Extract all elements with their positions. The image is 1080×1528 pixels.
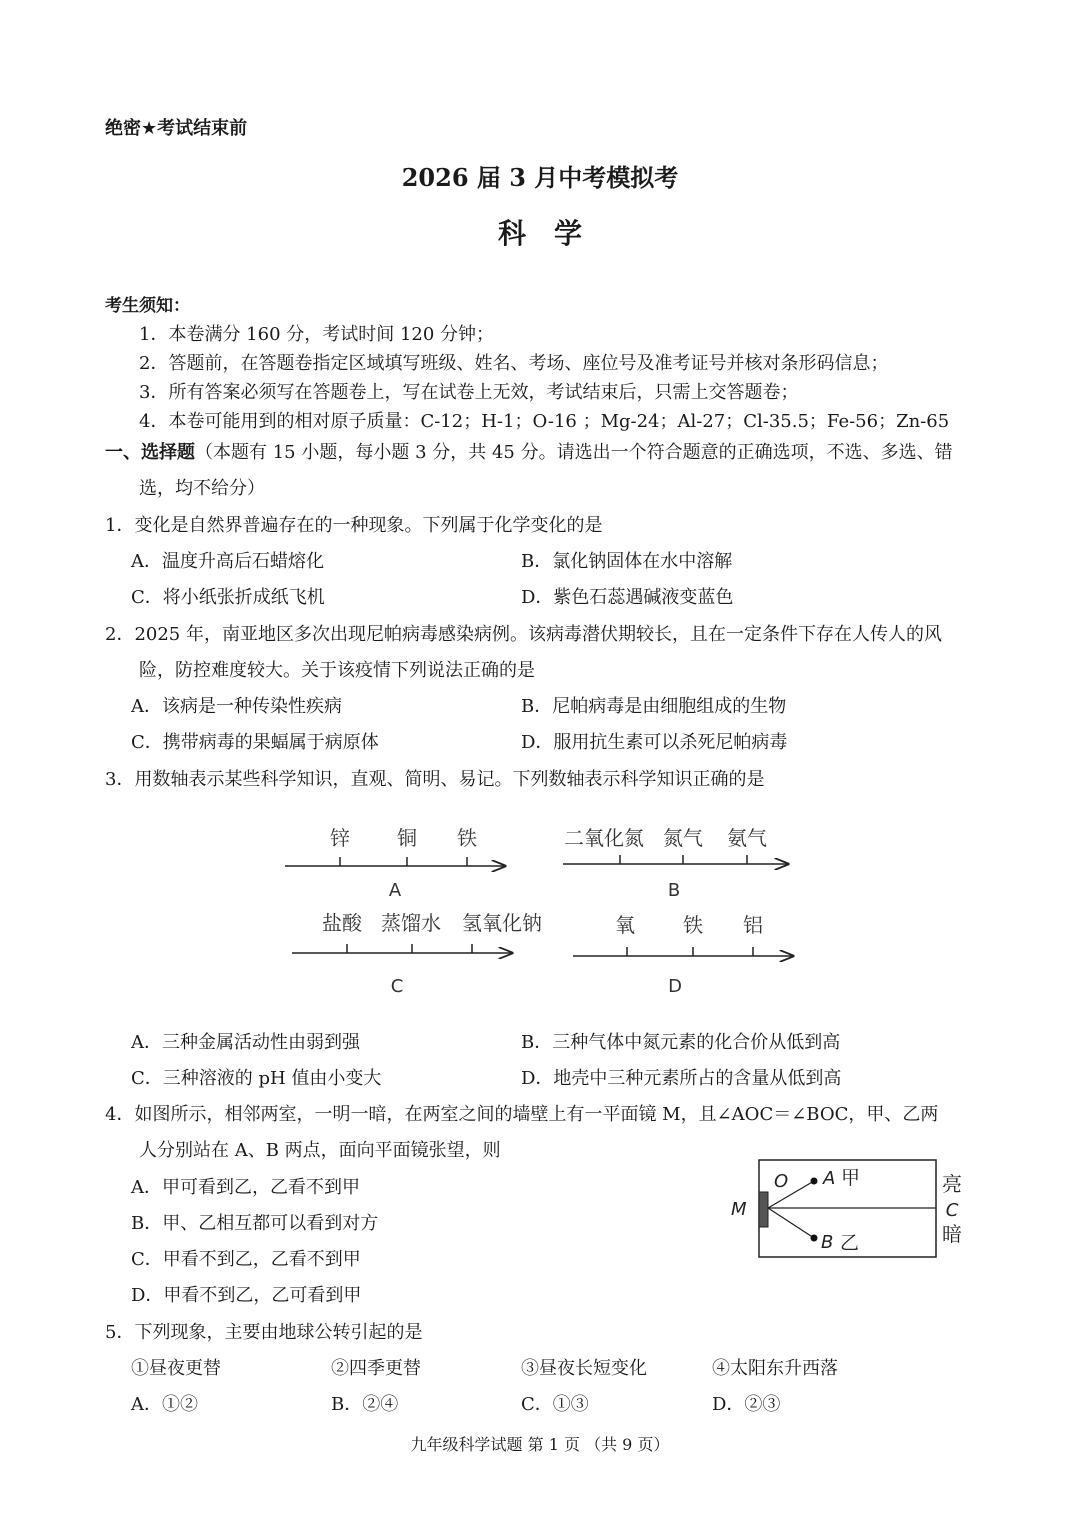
axis-b-label: 氮气 bbox=[663, 826, 703, 850]
notice-heading: 考生须知： bbox=[105, 296, 190, 316]
label-b: B bbox=[821, 1232, 834, 1253]
q2-option-d: D．服用抗生素可以杀死尼帕病毒 bbox=[521, 732, 788, 753]
axis-d-label: 铝 bbox=[743, 913, 763, 937]
notice-item: 3．所有答案必须写在答题卷上，写在试卷上无效，考试结束后，只需上交答题卷； bbox=[139, 382, 799, 403]
axis-d-caption: D bbox=[668, 976, 682, 997]
section-desc: （本题有 15 小题，每小题 3 分，共 45 分。请选出一个符合题意的正确选项，不选、多选、错 bbox=[195, 442, 953, 463]
number-line-d bbox=[573, 913, 793, 997]
q3-option-d: D．地壳中三种元素所占的含量从低到高 bbox=[521, 1068, 842, 1089]
q5-option-d: D．②③ bbox=[712, 1394, 781, 1415]
section-desc-cont: 选，均不给分） bbox=[139, 478, 265, 499]
notice-item: 1．本卷满分 160 分，考试时间 120 分钟； bbox=[139, 324, 495, 345]
q3-option-a: A．三种金属活动性由弱到强 bbox=[131, 1032, 360, 1053]
subject-title: 科学 bbox=[497, 217, 610, 250]
q5-option-c: C．①③ bbox=[521, 1394, 589, 1415]
label-dark: 暗 bbox=[942, 1222, 962, 1246]
q5-option-a: A．①② bbox=[131, 1394, 198, 1415]
q4-mirror-figure bbox=[731, 1160, 962, 1257]
axis-a-label: 铜 bbox=[397, 826, 417, 850]
axis-b-label: 氨气 bbox=[727, 826, 767, 850]
question-3-stem: 3．用数轴表示某些科学知识，直观、简明、易记。下列数轴表示科学知识正确的是 bbox=[105, 769, 765, 790]
question-2-stem-cont: 险，防控难度较大。关于该疫情下列说法正确的是 bbox=[139, 660, 535, 681]
axis-b-label: 二氧化氮 bbox=[564, 826, 644, 850]
label-o: O bbox=[774, 1171, 789, 1192]
number-line-b bbox=[563, 826, 788, 901]
axis-c-label: 盐酸 bbox=[322, 911, 362, 935]
label-bright: 亮 bbox=[942, 1172, 962, 1196]
q1-option-a: A．温度升高后石蜡熔化 bbox=[131, 551, 324, 572]
axis-a-caption: A bbox=[388, 880, 402, 901]
question-2-stem: 2．2025 年，南亚地区多次出现尼帕病毒感染病例。该病毒潜伏期较长，且在一定条件下存在人传人的风 bbox=[105, 624, 942, 645]
mirror-m bbox=[759, 1192, 768, 1227]
label-yi: 乙 bbox=[840, 1232, 860, 1254]
number-line-a bbox=[285, 826, 505, 901]
axis-a-label: 铁 bbox=[457, 826, 477, 850]
section-label: 一、选择题 bbox=[105, 442, 195, 463]
question-4-stem: 4．如图所示，相邻两室，一明一暗，在两室之间的墙壁上有一平面镜 M，且∠AOC＝∠BOC，甲、乙两 bbox=[105, 1104, 939, 1125]
axis-a-label: 锌 bbox=[330, 826, 350, 850]
q2-option-b: B．尼帕病毒是由细胞组成的生物 bbox=[521, 696, 787, 717]
axis-d-label: 铁 bbox=[683, 913, 703, 937]
q1-option-c: C．将小纸张折成纸飞机 bbox=[131, 587, 325, 608]
axis-d-label: 氧 bbox=[615, 913, 635, 937]
q2-option-c: C．携带病毒的果蝠属于病原体 bbox=[131, 732, 379, 753]
axis-b-caption: B bbox=[667, 880, 681, 901]
question-1-stem: 1．变化是自然界普遍存在的一种现象。下列属于化学变化的是 bbox=[105, 515, 603, 536]
q5-option-b: B．②④ bbox=[331, 1394, 399, 1415]
q4-option-d: D．甲看不到乙，乙可看到甲 bbox=[131, 1285, 362, 1306]
q5-item: ②四季更替 bbox=[331, 1358, 421, 1379]
label-c: C bbox=[945, 1200, 959, 1221]
page-footer: 九年级科学试题 第 1 页 （共 9 页） bbox=[410, 1435, 670, 1454]
confidential-label: 绝密★考试结束前 bbox=[105, 118, 248, 139]
q1-option-b: B．氯化钠固体在水中溶解 bbox=[521, 551, 733, 572]
q5-item: ③昼夜长短变化 bbox=[521, 1358, 647, 1379]
q3-option-c: C．三种溶液的 pH 值由小变大 bbox=[131, 1068, 382, 1089]
notice-item: 2．答题前，在答题卷指定区域填写班级、姓名、考场、座位号及准考证号并核对条形码信息； bbox=[139, 353, 889, 374]
label-m: M bbox=[731, 1199, 747, 1220]
q4-option-b: B．甲、乙相互都可以看到对方 bbox=[131, 1213, 379, 1234]
q3-option-b: B．三种气体中氮元素的化合价从低到高 bbox=[521, 1032, 841, 1053]
number-line-c bbox=[292, 911, 542, 997]
notice-item: 4．本卷可能用到的相对原子质量：C-12；H-1；O-16 ；Mg-24；Al-27；Cl-35.5；Fe-56；Zn-65 bbox=[139, 411, 950, 432]
q5-item: ①昼夜更替 bbox=[131, 1358, 221, 1379]
question-4-stem-cont: 人分别站在 A、B 两点，面向平面镜张望，则 bbox=[139, 1140, 501, 1161]
q5-item: ④太阳东升西落 bbox=[712, 1358, 838, 1379]
axis-c-caption: C bbox=[390, 976, 404, 997]
q4-option-c: C．甲看不到乙，乙看不到甲 bbox=[131, 1249, 361, 1270]
q1-option-d: D．紫色石蕊遇碱液变蓝色 bbox=[521, 587, 734, 608]
axis-c-label: 氢氧化钠 bbox=[462, 911, 542, 935]
question-5-stem: 5．下列现象，主要由地球公转引起的是 bbox=[105, 1322, 423, 1343]
label-a: A bbox=[823, 1168, 836, 1189]
exam-title: 2026 届 3 月中考模拟考 bbox=[401, 163, 679, 192]
q4-option-a: A．甲可看到乙，乙看不到甲 bbox=[131, 1177, 360, 1198]
label-jia: 甲 bbox=[841, 1167, 861, 1189]
axis-c-label: 蒸馏水 bbox=[381, 911, 441, 935]
q2-option-a: A．该病是一种传染性疾病 bbox=[131, 696, 342, 717]
